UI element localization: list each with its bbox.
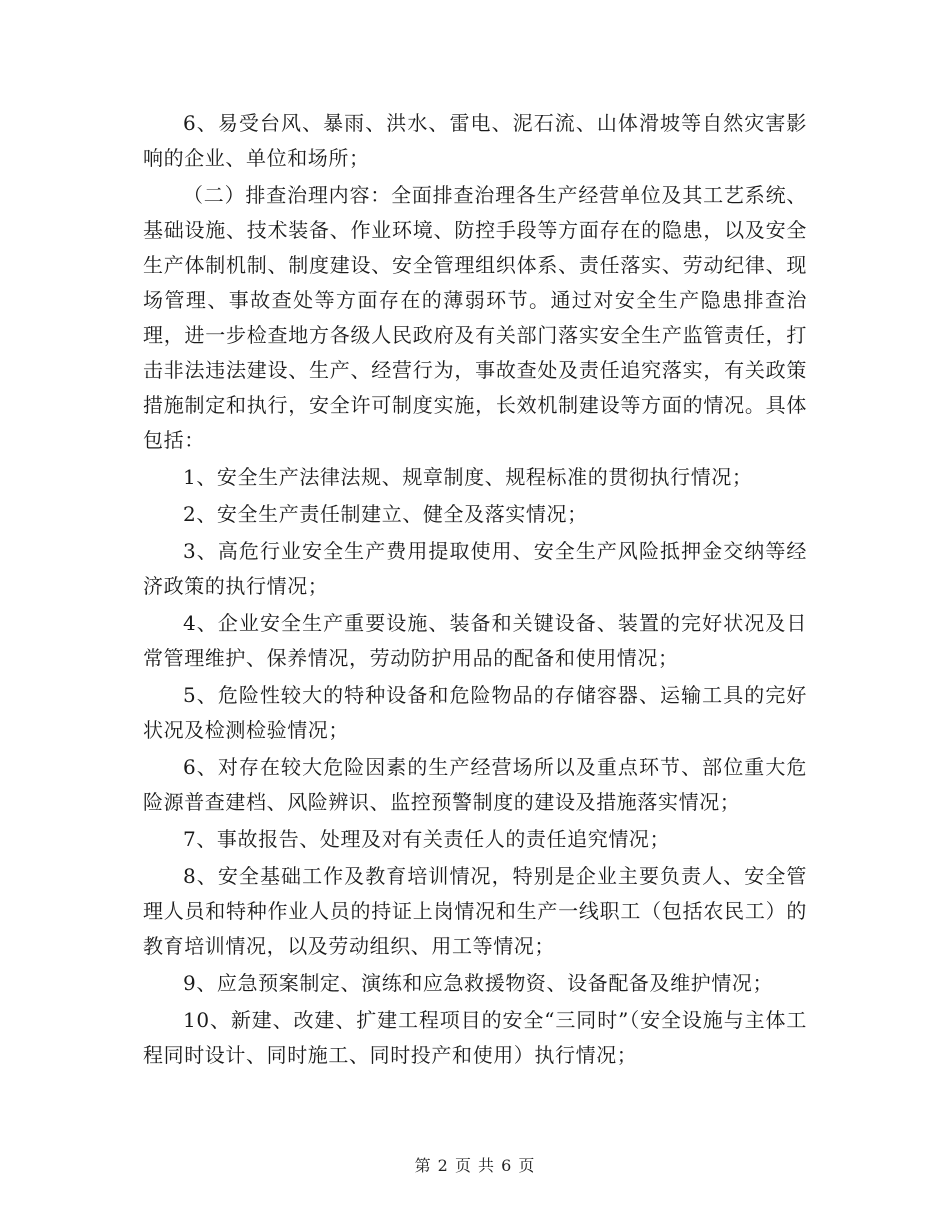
- paragraph-disaster-prone: 6、易受台风、暴雨、洪水、雷电、泥石流、山体滑坡等自然灾害影响的企业、单位和场所；: [143, 111, 807, 170]
- paragraph-item-4: 4、企业安全生产重要设施、装备和关键设备、装置的完好状况及日常管理维护、保养情况，劳动防护用品的配备和使用情况；: [143, 611, 807, 670]
- paragraph-item-7: 7、事故报告、处理及对有关责任人的责任追究情况；: [183, 827, 671, 851]
- paragraph-item-1: 1、安全生产法律法规、规章制度、规程标准的贯彻执行情况；: [183, 465, 753, 489]
- paragraph-inspection-content: （二）排查治理内容：全面排查治理各生产经营单位及其工艺系统、基础设施、技术装备、作业环境、防控手段等方面存在的隐患，以及安全生产体制机制、制度建设、安全管理组织体系、责任落实、劳动纪律、现场管理、事故查处等方面存在的薄弱环节。通过对安全生产隐患排查治理，进一步检查地方各级人民政府及有关部门落实安全生产监管责任，打击非法违法建设、生产、经营行为，事故查处及责任追究落实，有关政策措施制定和执行，安全许可制度实施，长效机制建设等方面的情况。具体包括：: [143, 183, 807, 452]
- document-body: [143, 106, 807, 1073]
- paragraph-item-9: 9、应急预案制定、演练和应急救援物资、设备配备及维护情况；: [183, 971, 774, 995]
- paragraph-item-3: 3、高危行业安全生产费用提取使用、安全生产风险抵押金交纳等经济政策的执行情况；: [143, 539, 807, 598]
- paragraph-item-6: 6、对存在较大危险因素的生产经营场所以及重点环节、部位重大危险源普查建档、风险辨识、监控预警制度的建设及措施落实情况；: [143, 755, 807, 814]
- paragraph-item-5: 5、危险性较大的特种设备和危险物品的存储容器、运输工具的完好状况及检测检验情况；: [143, 683, 807, 742]
- page-number-footer: 第 2 页 共 6 页: [414, 1156, 536, 1175]
- paragraph-item-10: 10、新建、改建、扩建工程项目的安全“三同时”（安全设施与主体工程同时设计、同时施工、同时投产和使用）执行情况；: [143, 1008, 807, 1067]
- paragraph-item-2: 2、安全生产责任制建立、健全及落实情况；: [183, 502, 588, 526]
- paragraph-item-8: 8、安全基础工作及教育培训情况，特别是企业主要负责人、安全管理人员和特种作业人员的持证上岗情况和生产一线职工（包括农民工）的教育培训情况，以及劳动组织、用工等情况；: [143, 864, 807, 958]
